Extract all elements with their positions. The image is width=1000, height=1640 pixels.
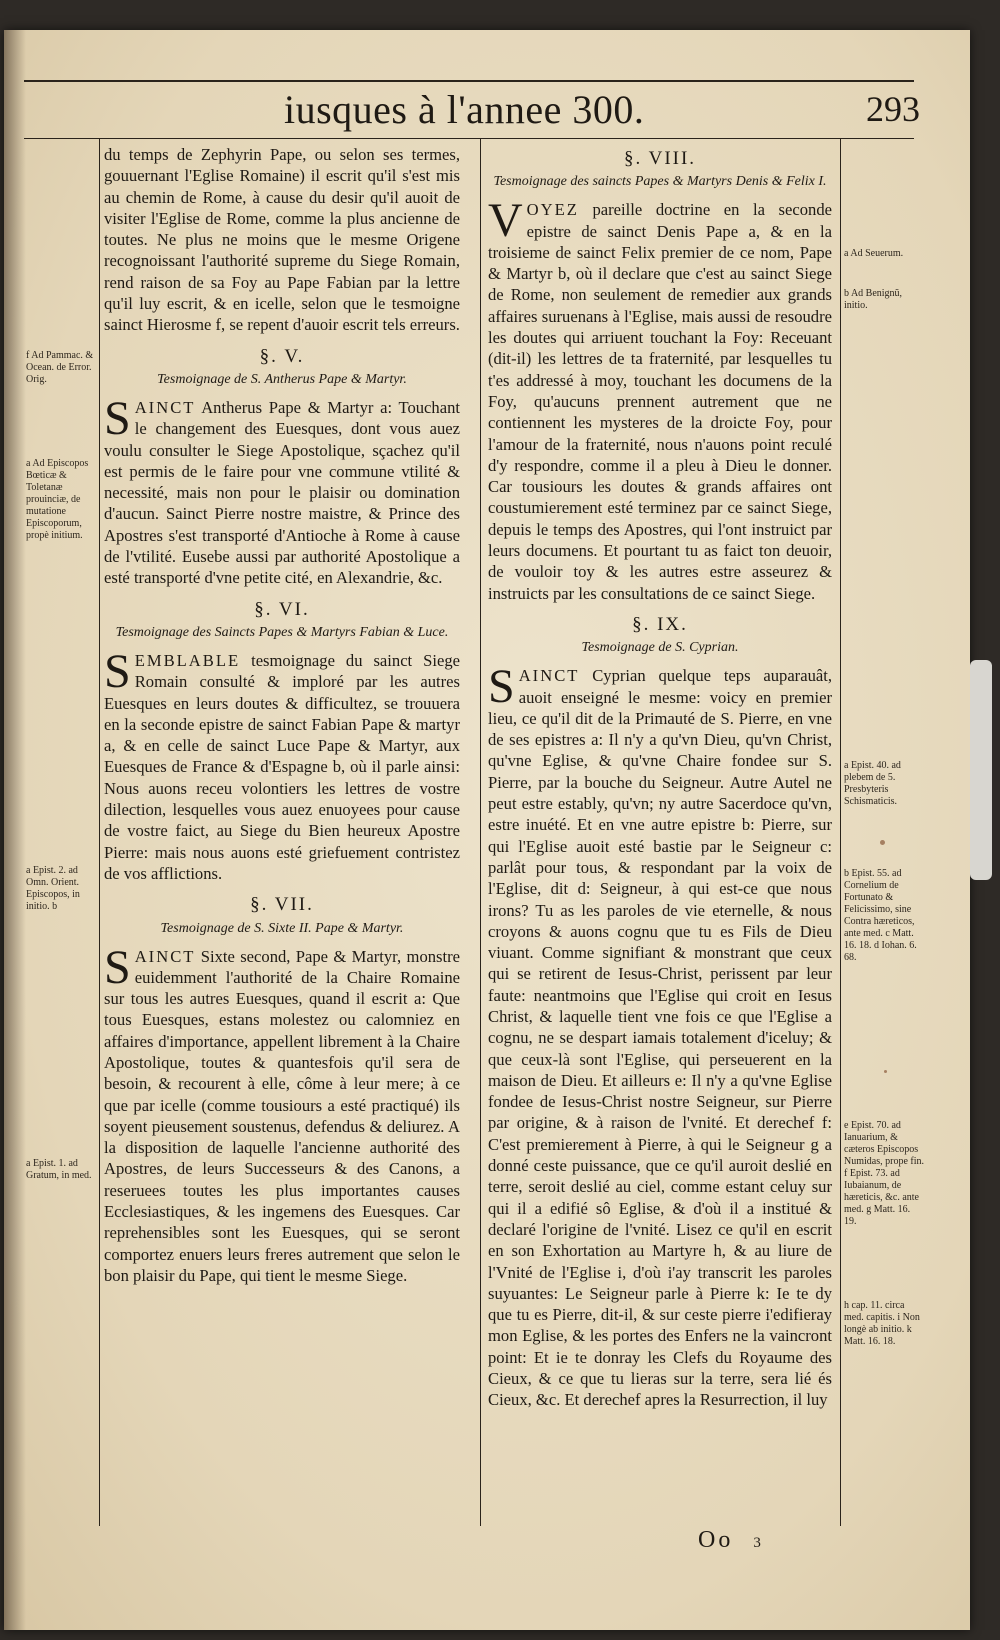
signature-mark (698, 1527, 764, 1554)
book-page (4, 30, 970, 1630)
signature-letters: Oo (698, 1527, 734, 1553)
right-margin-note: a Epist. 40. ad plebem de 5. Presbyteris Schismaticis. (844, 760, 901, 807)
paragraph-text: Sixte second, Pape & Martyr, monstre euidemment l'authorité de la Chaire Romaine sur tous les autres Euesques, quand il escrit a: Que tous Euesques, estans molestez ou calomniez en affaires d'importance, appellent librement à la Chaire Apostolique, toutes & quantesfois qu'il sera de besoin, & recourent à elle, côme à leur mere; à ce que par icelle (comme tousiours a esté practiqué) ils soyent pieusement soustenus, defendus & deliurez. A la disposition de laquelle l'ancienne authorité des Apostres, de leurs Successeurs & des Canons, a reseruees toutes les plus importantes causes Ecclesiastiques, & les ingemens des Euesques. Car reprehensibles sont les Euesques, qui se seront comportez enuers leurs freres autrement que selon le bon plaisir du Pape, qui tient le mesme Siege. (104, 946, 460, 1285)
binding-shadow (4, 30, 26, 1630)
paragraph (488, 194, 832, 604)
paragraph (104, 940, 460, 1287)
small-caps-lead: EMBLABLE (134, 650, 241, 670)
small-caps-lead: OYEZ (526, 200, 579, 220)
page-number: 293 (866, 89, 920, 129)
paragraph-text: Cyprian quelque teps auparauât, auoit enseigné le mesme: voicy en premier lieu, ce qu'il dit de la Primauté de S. Pierre, en vne de ses epistres a: Il n'y a qu'vn Dieu, qu'vn Christ, qu'vne Eglise, & qu'vne Chaire fondee sur S. Pierre, par la bouche du Seigneur. Autre Autel ne peut estre estably, qu'vn; ny autre Sacerdoce qu'vn, estre inuété. Et en vne autre epistre b: Pierre, sur qui l'Eglise auoit esté bastie par le Seigneur c: parlât pour tous, & respondant par la voix de l'Eglise, dit d: Seigneur, à qui est-ce que nous irons? Tu as les paroles de vie eternelle, & nous croyons & auons cognu que tu es Fils de Dieu viuant. Comme signifiant & monstrant que ceux qui se retirent de Iesus-Christ, perissent par leur faute: neantmoins que l'Eglise qui croit en Iesus Christ, & laquelle tient vne fois ce que l'Eglise a cognu, ne se despart iamais totalement d'iceluy; & que ceux-là sont l'Eglise, qui perseuerent en la maison de Dieu. Et ailleurs e: Il n'y a qu'vne Eglise fondee de Iesus-Christ nostre Seigneur, sur Pierre par origine, & à raison de l'vnité. Et derechef f: C'est premierement à Pierre, à qui le Seigneur g a donné ceste puissance, que ce qu'il auroit deslié en terre, seroit deslié au ciel, comme estant celuy sur qui il a edifié sô Eglise, & d'où il a institué & declaré l'origine de l'vnité. Lisez ce qu'il en escrit en son Exhortation au Martyre h, & au liure de l'Vnité de l'Eglise i, d'où i'ay transcrit les paroles suyuantes: Le Seigneur parle à Pierre k: Ie te dy que tu es Pierre, dit-il, & sur ceste pierre i'edifieray mon Eglise, & les portes des Enfers ne la vaincront point: Et ie te donray les Clefs du Royaume des Cieux, & ce que tu lieras sur la terre, sera lié és Cieux, &c. Et derechef apres la Resurrection, il luy (488, 666, 832, 1410)
section-subtitle: Tesmoignage des saincts Papes & Martyrs Denis & Felix I. (493, 174, 827, 190)
paragraph: du temps de Zephyrin Pape, ou selon ses termes, gouuernant l'Eglise Romaine) il escrit qu'il s'est mis au chemin de Rome, à cause du desir qu'il auoit de visiter l'Eglise de Rome, comme la plus ancienne de toutes. Ne plus ne moins que le mesme Origene recognoissant l'authorité supreme du Siege Romain, rend raison de sa Foy au Pape Fabian par la lettre qu'il luy escrit, & en icelle, selon que le tesmoigne sainct Hierosme f, se repent d'auoir escrit tels erreurs. (104, 145, 460, 335)
bookmark-tab (970, 660, 992, 880)
paragraph-text: tesmoignage du sainct Siege Romain consulté & imploré par les autres Euesques en leurs doutes & difficultez, se trouuera en la seconde epistre de sainct Fabian Pape & martyr a, & en celle de sainct Luce Pape & Martyr, aux Euesques de France & d'Espagne b, où il parle ainsi: Nous auons receu volontiers les lettres de vostre dilection, lesquelles vous auez enuoyees pour cause de vostre faict, au Siege du Bien heureux Apostre Pierre: mais nous auons esté griefuement contristez de vos afflictions. (104, 650, 460, 883)
drop-cap: S (488, 660, 515, 714)
drop-cap: S (104, 391, 131, 445)
drop-cap: V (488, 194, 523, 248)
paragraph-text: Antherus Pape & Martyr a: Touchant le changement des Euesques, dont vous auez voulu consulter le Siege Apostolique, sçachez qu'il est permis de le faire pour vne commune vtilité & necessité, mais non pour le plaisir ou domination d'aucun. Sainct Pierre nostre maistre, & Prince des Apostres s'est transporté d'Antioche à Rome à cause de l'vtilité. Eusebe aussi par authorité Apostolique a esté transporté d'vne petite cité, en Alexandrie, &c. (104, 397, 460, 588)
right-margin-note: a Ad Seuerum. (844, 248, 904, 259)
small-caps-lead: AINCT (134, 397, 196, 417)
section-heading: §. V. (259, 345, 305, 367)
left-margin-rule (99, 138, 100, 1526)
running-title: iusques à l'annee 300. (284, 87, 645, 132)
left-margin-note: a Epist. 1. ad Gratum, in med. (26, 1158, 92, 1181)
section-subtitle: Tesmoignage des Saincts Papes & Martyrs Fabian & Luce. (115, 624, 449, 640)
section-heading: §. VIII. (623, 148, 697, 169)
right-margin-note: h cap. 11. circa med. capitis. i Non longè ab initio. k Matt. 16. 18. (844, 1300, 920, 1347)
left-margin-note: a Ad Episcopos Bœticæ & Toletanæ prouinciæ, de mutatione Episcoporum, propè initium. (26, 458, 89, 541)
paragraph (104, 644, 460, 884)
section-subtitle: Tesmoignage de S. Antherus Pape & Martyr. (157, 371, 407, 387)
signature-number: 3 (753, 1535, 764, 1551)
foxing-spot (884, 1070, 887, 1073)
right-margin-note: b Epist. 55. ad Cornelium de Fortunato & Felicissimo, sine Contra hæreticos, ante med. c Matt. 16. 18. d Iohan. 6. 68. (844, 868, 917, 963)
paragraph (104, 391, 460, 589)
section-heading: §. VI. (254, 598, 310, 620)
left-text-column (104, 144, 460, 1286)
right-margin-note: e Epist. 70. ad Ianuarium, & cæteros Episcopos Numidas, prope fin. f Epist. 73. ad Iubaianum, de hæreticis, &c. ante med. g Matt. 16. 19. (844, 1120, 924, 1227)
top-rule (24, 80, 914, 82)
header-rule (24, 138, 914, 139)
right-margin-rule (840, 138, 841, 1526)
section-subtitle: Tesmoignage de S. Sixte II. Pape & Martyr. (160, 920, 404, 936)
drop-cap: S (104, 940, 131, 994)
right-margin-note: b Ad Benignũ, initio. (844, 288, 903, 311)
foxing-spot (880, 840, 885, 845)
section-heading: §. IX. (632, 613, 688, 635)
small-caps-lead: AINCT (134, 946, 196, 966)
column-divider-rule (480, 138, 481, 1526)
paragraph-text: pareille doctrine en la seconde epistre de sainct Denis Pape a, & en la troisieme de sainct Felix premier de ce nom, Pape & Martyr b, où il declare que c'est au sainct Siege de Rome, non seulement de remedier aux grands affaires suruenans à l'Eglise, mais aussi de resoudre les doutes qui arriuent touchant la Foy: Receuant (dit-il) les lettres de ta fraternité, par lesquelles tu t'es addressé à moy, touchant les documens de la Foy, qu'aucuns prennent autrement que ne contiennent les mysteres de la droicte Foy, pour l'amour de la fraternité, nous n'auons point reculé d'y respondre, comme il a pleu à Dieu le donner. Car tousiours les doutes & grands affaires ont coustumierement esté terminez par ce sainct Siege, depuis le temps des Apostres, qui l'ont instruict par leurs documens. Et pourtant tu as faict ton deuoir, de vouloir toy & les autres estre asseurez & instruicts par les consultations de ce sainct Siege. (488, 200, 832, 603)
drop-cap: S (104, 644, 131, 698)
left-margin-note: f Ad Pammac. & Ocean. de Error. Orig. (26, 350, 94, 385)
left-margin-note: a Epist. 2. ad Omn. Orient. Episcopos, in initio. b (26, 865, 80, 912)
section-heading: §. VII. (250, 894, 314, 916)
small-caps-lead: AINCT (518, 666, 580, 686)
section-subtitle: Tesmoignage de S. Cyprian. (581, 640, 739, 656)
paragraph (488, 660, 832, 1410)
right-text-column (488, 144, 832, 1411)
